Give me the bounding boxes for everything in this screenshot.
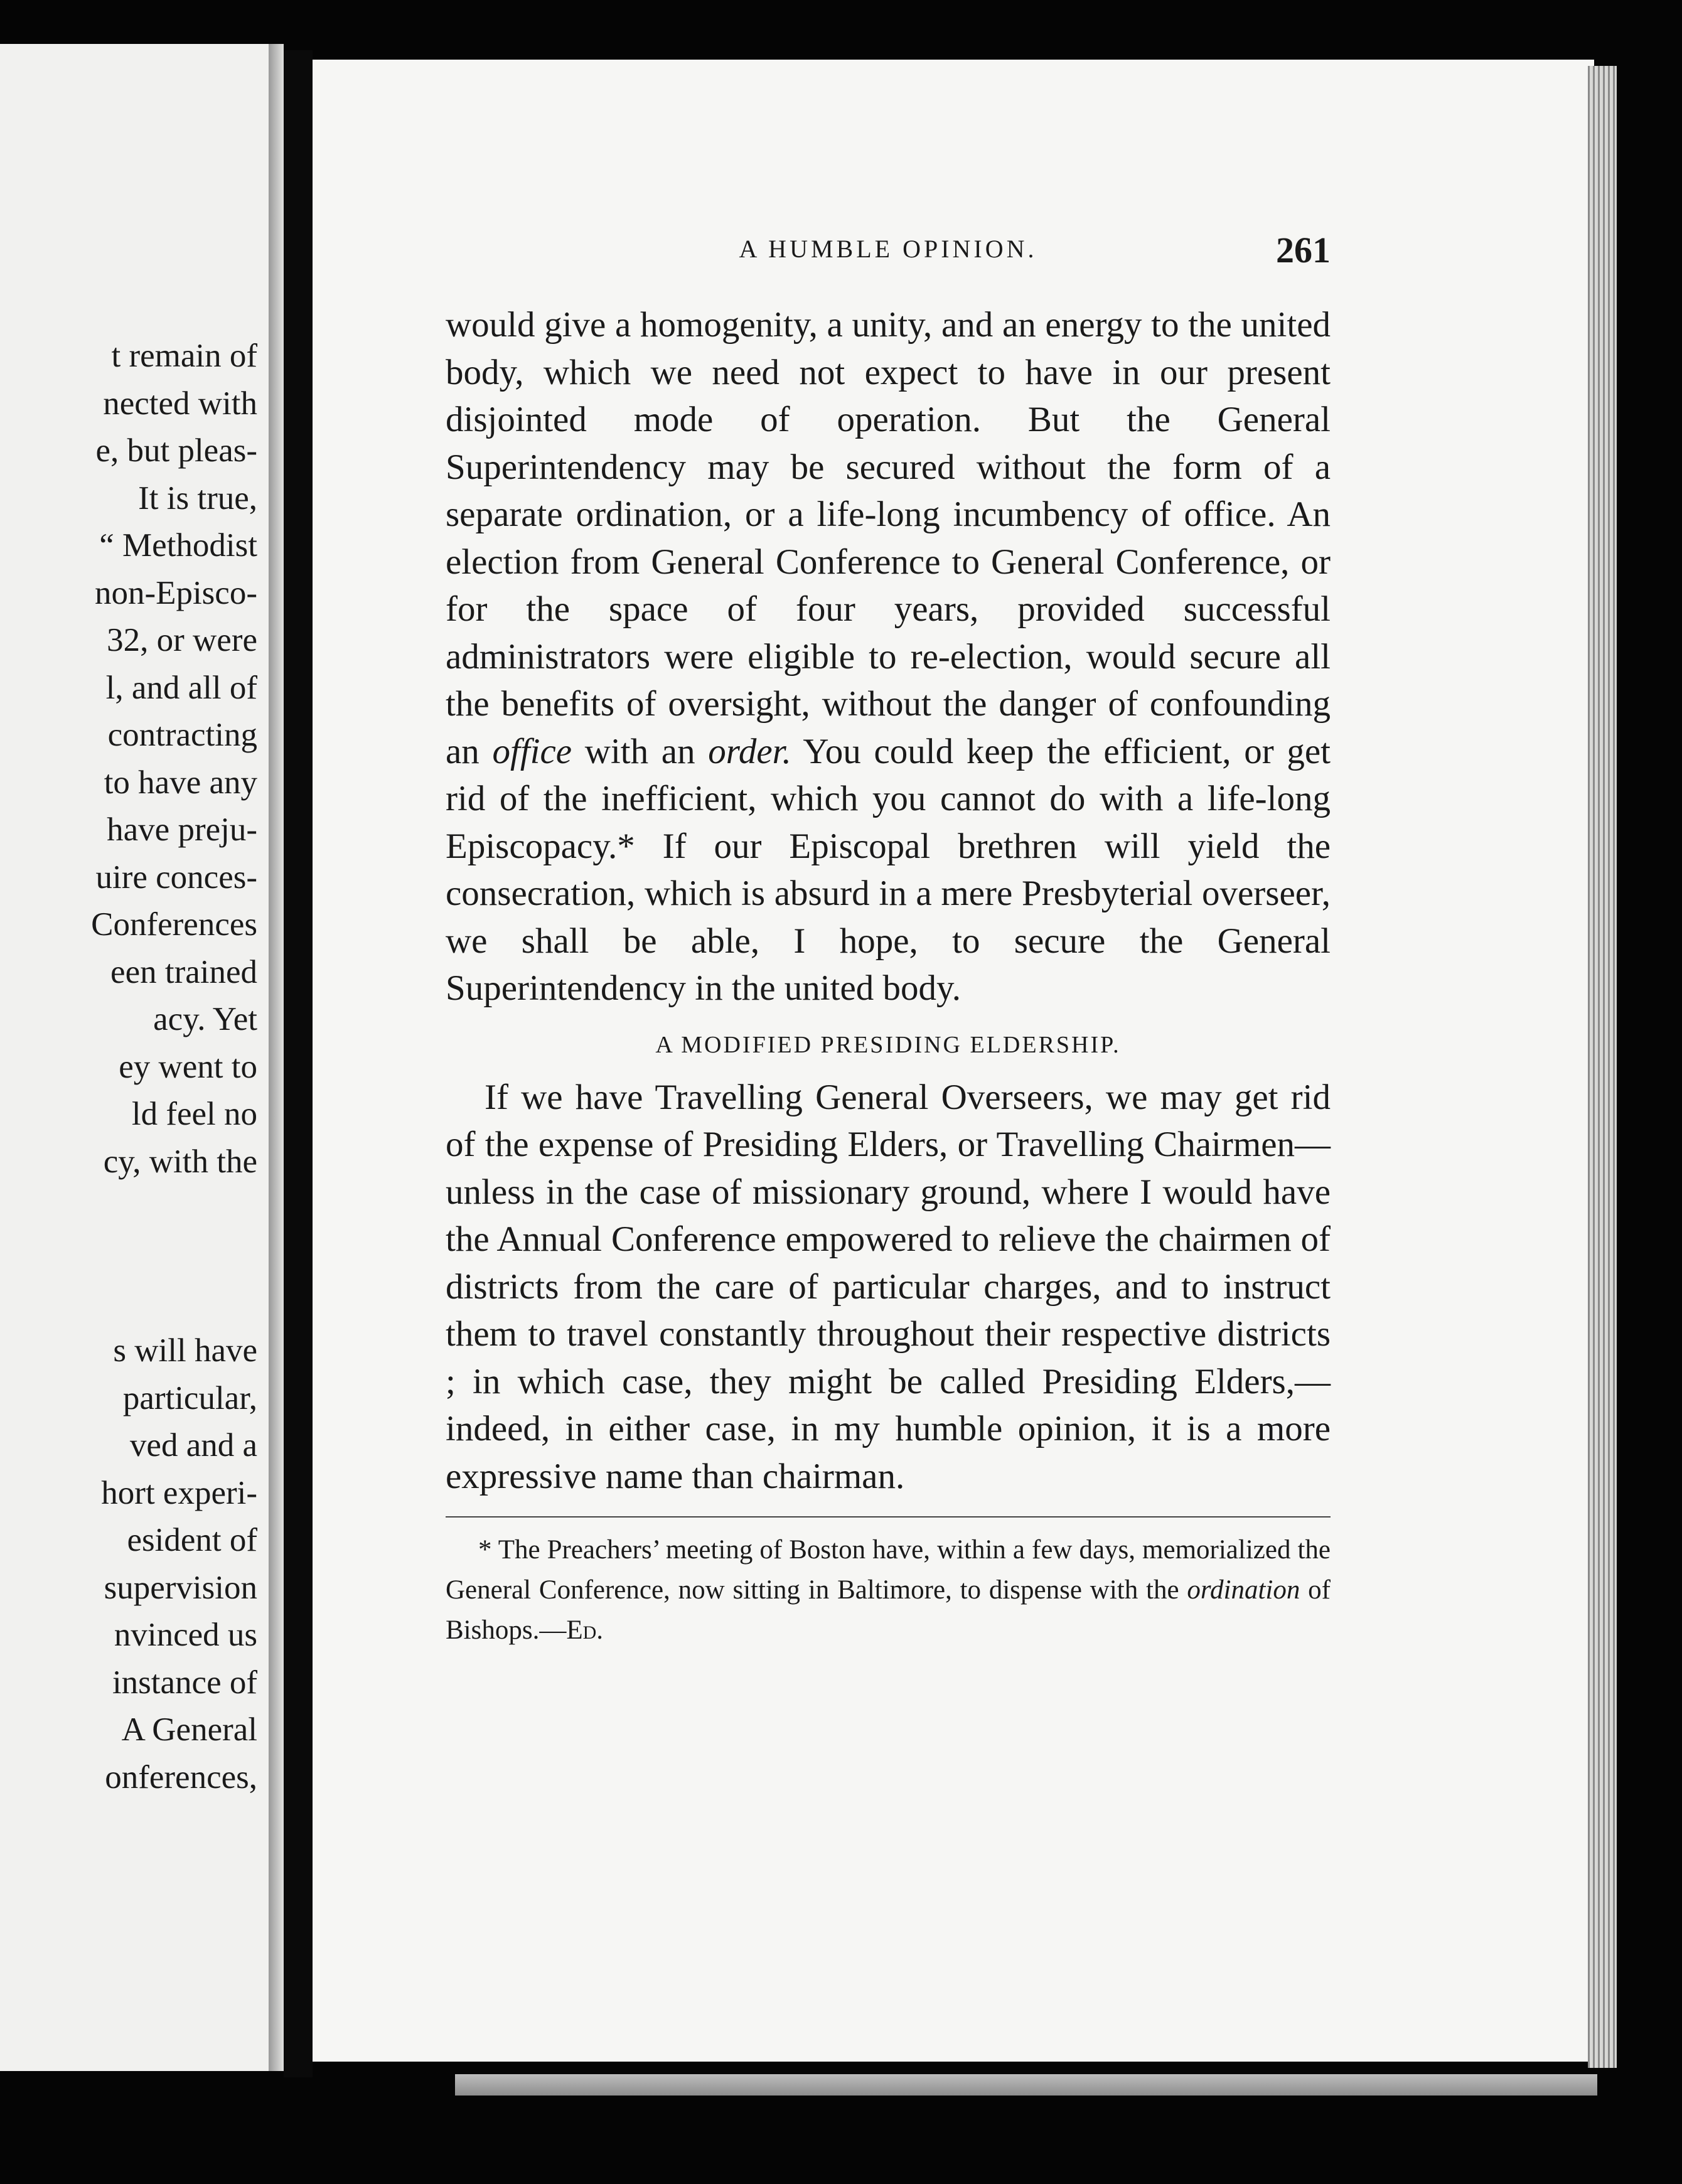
cover-edge-bottom: [455, 2074, 1597, 2096]
paragraph-presiding-eldership: If we have Travelling General Overseers, we may get rid of the expense of Presiding Elders, or Travelling Chairmen—unless in the case of missionary ground, where I would have the Annual Conference empowered to relieve the chairmen of districts from the care of particular charges, and to instruct them to travel constantly throughout their respective districts ; in which case, they might be called Presiding Elders,—indeed, in either case, in my humble opinion, it is a more expressive name than chairman.: [446, 1077, 1331, 1496]
facing-page-line: “ Methodist: [99, 527, 257, 564]
paragraph-continued: [446, 301, 1331, 1012]
running-head: A HUMBLE OPINION.: [739, 235, 1037, 263]
text-run: of Bishops.—: [446, 1575, 1331, 1645]
facing-page-line: non-Episco-: [94, 574, 257, 611]
facing-page-line: ld feel no: [131, 1096, 257, 1132]
facing-page-line: esident of: [127, 1522, 257, 1558]
facing-page-line: e, but pleas-: [95, 432, 257, 469]
facing-page-line: acy. Yet: [153, 1001, 257, 1037]
italic-office: office: [492, 731, 572, 771]
facing-page-line: uire conces-: [95, 859, 257, 896]
facing-page-line: s will have: [113, 1332, 257, 1369]
facing-page-line: have preju-: [107, 811, 257, 848]
facing-page-line: onferences,: [105, 1758, 257, 1796]
text-run: would give a homogenity, a unity, and an energy to the united body, which we need not expect to have in our present disjointed mode of operation. But the General Superintendency may be secured without the form of a separate ordination, or a life-long incumbency of office. An election from General Conference to General Conference, or for the space of four years, provided successful administrators were eligible to re-election, would secure all the benefits of oversight, without the danger of confounding an: [446, 305, 1331, 771]
facing-page-line: ey went to: [119, 1048, 257, 1085]
facing-page-line: l, and all of: [105, 669, 257, 706]
footnote-rule: [446, 1516, 1331, 1518]
facing-page-line: een trained: [110, 953, 257, 990]
facing-page-line: contracting: [107, 717, 257, 753]
text-run: * The Preachers’ meeting of Boston have, within a few days, memorialized the General Conference, now sitting in Baltimore, to dispense with the: [446, 1535, 1331, 1605]
section-heading: A MODIFIED PRESIDING ELDERSHIP.: [655, 1031, 1121, 1058]
facing-page-line: 32, or were: [107, 622, 257, 658]
text-run: You could keep the efficient, or get rid of the inefficient, which you cannot do with a life-long Episcopacy.* If our Episcopal brethren will yield the consecration, which is absurd in a mere Presbyterial overseer, we shall be able, I hope, to secure the General Superintendency in the united body.: [446, 731, 1331, 1008]
facing-page-line: cy, with the: [103, 1143, 257, 1180]
italic-order: order.: [708, 731, 791, 771]
facing-page-line: A General: [121, 1711, 257, 1748]
footnote: [446, 1530, 1331, 1651]
facing-page-line: t remain of: [111, 338, 257, 374]
facing-page-line: nvinced us: [114, 1617, 257, 1653]
page-header: [446, 229, 1331, 273]
text-run: with an: [572, 731, 709, 771]
page-edge-stack: [1588, 66, 1617, 2068]
page-number: 261: [1276, 230, 1331, 270]
facing-page-line: Conferences: [91, 906, 257, 943]
facing-page-line: hort experi-: [101, 1474, 257, 1511]
facing-page-left: [0, 44, 269, 2071]
facing-page-text: [91, 333, 257, 1801]
gutter-shadow: [269, 44, 284, 2071]
facing-page-line: particular,: [122, 1379, 257, 1416]
facing-page-line: supervision: [104, 1569, 257, 1606]
book-spine: [284, 50, 313, 2077]
editor-mark: Ed.: [566, 1615, 604, 1645]
page-body: [446, 301, 1331, 1651]
facing-page-line: ved and a: [129, 1427, 257, 1464]
facing-page-line: to have any: [104, 764, 257, 801]
facing-page-line: instance of: [112, 1664, 257, 1701]
facing-page-line: It is true,: [138, 479, 257, 517]
italic-ordination: ordination: [1187, 1575, 1300, 1605]
facing-page-line: nected with: [103, 385, 257, 422]
